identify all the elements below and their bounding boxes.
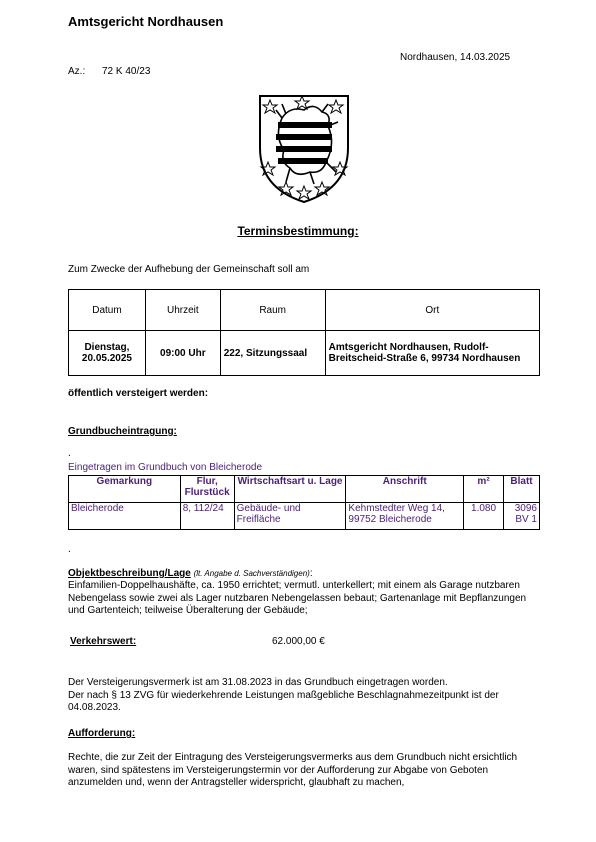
cell-flur: 8, 112/24: [180, 503, 234, 530]
file-number: 72 K 40/23: [102, 66, 151, 77]
cell-datum: [69, 331, 146, 376]
aufforderung-text: Rechte, die zur Zeit der Eintragung des Versteigerungsvermerks aus dem Grundbuch nicht ersichtlich waren, sind spätestens im Versteigerungstermin vor der Aufforderung zur Abgabe von Geboten anzumelden und, wenn der Antragsteller widerspricht, glaubhaft zu machen,: [68, 752, 518, 788]
grundbuch-caption: Eingetragen im Grundbuch von Bleicherode: [68, 462, 263, 473]
cell-gemarkung: Bleicherode: [69, 503, 181, 530]
objekt-heading-note: (lt. Angabe d. Sachverständigen): [193, 569, 310, 578]
cell-m2: 1.080: [464, 503, 504, 530]
grundbuch-table: [68, 475, 540, 530]
cell-blatt: [504, 503, 540, 530]
header-datum: Datum: [69, 290, 146, 331]
page-title: Terminsbestimmung:: [237, 224, 359, 238]
objekt-description: Einfamilien-Doppelhaushäfte, ca. 1950 errichtet; vermutl. unterkellert; mit einem als Garage nutzbaren Nebengelass sowie zwei als Lager nutzbaren Nebengelassen bebaut; Gartenanlage mit Bepflanzungen und Gartenteich; teilweise Überalterung der Gebäude;: [68, 580, 527, 616]
blatt-bv: BV 1: [515, 514, 537, 525]
cell-anschrift: Kehmstedter Weg 14, 99752 Bleicherode: [346, 503, 464, 530]
separator-dot: .: [68, 448, 71, 459]
header-uhrzeit: Uhrzeit: [145, 290, 220, 331]
intro-text: Zum Zwecke der Aufhebung der Gemeinschaft soll am: [68, 264, 310, 275]
vermerk-line-1: Der Versteigerungsvermerk ist am 31.08.2023 in das Grundbuch eingetragen worden.: [68, 677, 448, 688]
header-flur: Flur, Flurstück: [180, 476, 234, 503]
court-name: Amtsgericht Nordhausen: [68, 14, 224, 29]
date-weekday: Dienstag,: [84, 342, 130, 353]
cell-ort: Amtsgericht Nordhausen, Rudolf-Breitscheid-Straße 6, 99734 Nordhausen: [325, 331, 539, 376]
market-value-label: Verkehrswert:: [70, 636, 137, 647]
header-raum: Raum: [220, 290, 325, 331]
header-gemarkung: Gemarkung: [69, 476, 181, 503]
header-ort: Ort: [325, 290, 539, 331]
grundbuch-heading: Grundbucheintragung:: [68, 426, 177, 437]
vermerk-text: [68, 677, 542, 715]
aufforderung-heading: Aufforderung:: [68, 728, 136, 739]
vermerk-line-2: Der nach § 13 ZVG für wiederkehrende Leistungen maßgebliche Beschlagnahmezeitpunkt ist der 04.08.2023.: [68, 689, 499, 713]
objekt-heading: [68, 568, 313, 579]
objekt-heading-colon: :: [309, 568, 313, 579]
date-line: Nordhausen, 14.03.2025: [400, 52, 511, 63]
date-value: 20.05.2025: [81, 353, 132, 364]
cell-raum: 222, Sitzungssaal: [220, 331, 325, 376]
objekt-heading-title: Objektbeschreibung/Lage: [68, 568, 191, 579]
cell-uhrzeit: 09:00 Uhr: [145, 331, 220, 376]
market-value: 62.000,00 €: [272, 636, 325, 647]
header-m2: m²: [464, 476, 504, 503]
header-blatt: Blatt: [504, 476, 540, 503]
file-number-label: Az.:: [68, 66, 86, 77]
auction-statement: öffentlich versteigert werden:: [68, 388, 209, 399]
header-wirtschaftsart: Wirtschaftsart u. Lage: [234, 476, 346, 503]
cell-wirtschaftsart: Gebäude- und Freifläche: [234, 503, 346, 530]
termin-table: [68, 289, 540, 376]
header-anschrift: Anschrift: [346, 476, 464, 503]
coat-of-arms-thuringia-icon: [256, 92, 352, 204]
blatt-number: 3096: [514, 503, 537, 514]
separator-dot: .: [68, 544, 71, 555]
